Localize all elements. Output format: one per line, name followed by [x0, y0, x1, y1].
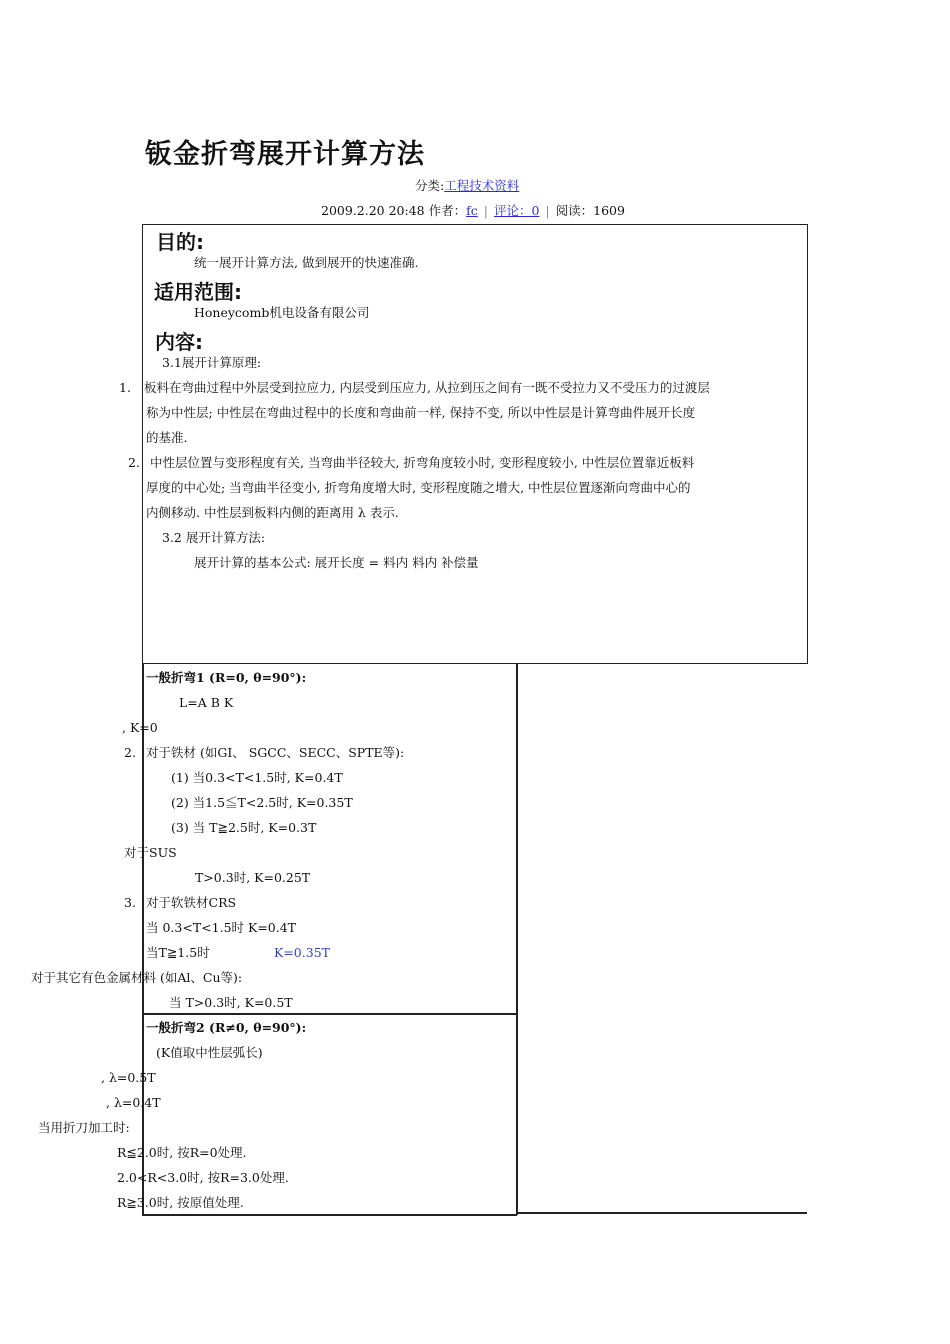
subsection-method: 3.2 展开计算方法: [162, 530, 266, 545]
bend1-heading: 一般折弯1 (R=0, θ=90°): [146, 670, 307, 685]
bend2-note: (K值取中性层弧长) [156, 1045, 263, 1060]
category-label: 分类: [415, 178, 445, 193]
radius-rule-2: 2.0<R<3.0时, 按R=3.0处理. [117, 1170, 289, 1185]
table-row-divider [142, 1013, 517, 1015]
category-link[interactable]: 工程技术资料 [444, 178, 520, 193]
comments-link[interactable]: 评论：0 [493, 203, 540, 218]
iron-case-3: (3) 当 T≧2.5时, K=0.3T [171, 820, 317, 835]
table-border-mid [516, 663, 518, 1215]
crs-case-1: 当 0.3<T<1.5时 K=0.4T [146, 920, 297, 935]
item-number: 1. [119, 380, 131, 395]
post-date-author-label: 2009.2.20 20:48 作者： [321, 203, 467, 218]
iron-case-1: (1) 当0.3<T<1.5时, K=0.4T [171, 770, 343, 785]
iron-heading: 对于铁材 (如GI、 SGCC、SECC、SPTE等): [146, 745, 405, 760]
heading-purpose: 目的: [156, 230, 204, 254]
crs-heading: 对于软铁材CRS [146, 895, 237, 910]
item-number: 3. [124, 895, 136, 910]
other-metals-heading: 对于其它有色金属材料 (如Al、Cu等): [31, 970, 243, 985]
lambda-case-1: , λ=0.5T [101, 1070, 156, 1085]
scope-text: Honeycomb机电设备有限公司 [194, 305, 370, 320]
para1-line3: 的基准. [146, 430, 188, 445]
table-border-bottom-right [517, 1212, 807, 1214]
radius-rule-3: R≧3.0时, 按原值处理. [117, 1195, 244, 1210]
para2-line2: 厚度的中心处; 当弯曲半径变小, 折弯角度增大时, 变形程度随之增大, 中性层位置逐渐向弯曲中心的 [146, 480, 691, 495]
item-number: 2. [124, 745, 136, 760]
subsection-principle: 3.1展开计算原理: [162, 355, 262, 370]
basic-formula: 展开计算的基本公式: 展开长度 = 料内 料内 补偿量 [194, 555, 479, 570]
category-line [415, 178, 519, 194]
table-border-bottom [142, 1214, 517, 1216]
para1-line1: 板料在弯曲过程中外层受到拉应力, 内层受到压应力, 从拉到压之间有一既不受拉力又不受压力的过渡层 [144, 380, 710, 395]
crs-case-2-value: K=0.35T [274, 945, 330, 960]
divider: | [483, 203, 488, 218]
read-count: 阅读：1609 [555, 203, 625, 218]
crs-case-2-label: 当T≧1.5时 [146, 945, 210, 960]
other-metals-case: 当 T>0.3时, K=0.5T [169, 995, 293, 1010]
iron-case-2: (2) 当1.5≦T<2.5时, K=0.35T [171, 795, 353, 810]
bend1-k0: , K=0 [122, 720, 158, 735]
table-border-left [142, 663, 144, 1215]
sus-heading: 对于SUS [124, 845, 177, 860]
author-link[interactable]: fc [466, 203, 478, 218]
radius-rule-1: R≦2.0时, 按R=0处理. [117, 1145, 247, 1160]
heading-scope: 适用范围: [154, 280, 242, 304]
purpose-text: 统一展开计算方法, 做到展开的快速准确. [194, 255, 419, 270]
bend2-heading: 一般折弯2 (R≠0, θ=90°): [146, 1020, 307, 1035]
bend1-formula: L=A B K [179, 695, 234, 710]
para2-line1: 中性层位置与变形程度有关, 当弯曲半径较大, 折弯角度较小时, 变形程度较小, 中性层位置靠近板料 [150, 455, 695, 470]
page-title: 钣金折弯展开计算方法 [145, 139, 425, 170]
item-number: 2. [128, 455, 140, 470]
heading-content: 内容: [155, 330, 203, 354]
divider: | [545, 203, 550, 218]
lambda-case-2: , λ=0.4T [106, 1095, 161, 1110]
tool-heading: 当用折刀加工时: [38, 1120, 130, 1135]
para2-line3: 内侧移动. 中性层到板料内侧的距离用 λ 表示. [146, 505, 399, 520]
post-meta [321, 203, 625, 219]
sus-case: T>0.3时, K=0.25T [195, 870, 311, 885]
para1-line2: 称为中性层; 中性层在弯曲过程中的长度和弯曲前一样, 保持不变, 所以中性层是计算弯曲件展开长度 [146, 405, 696, 420]
